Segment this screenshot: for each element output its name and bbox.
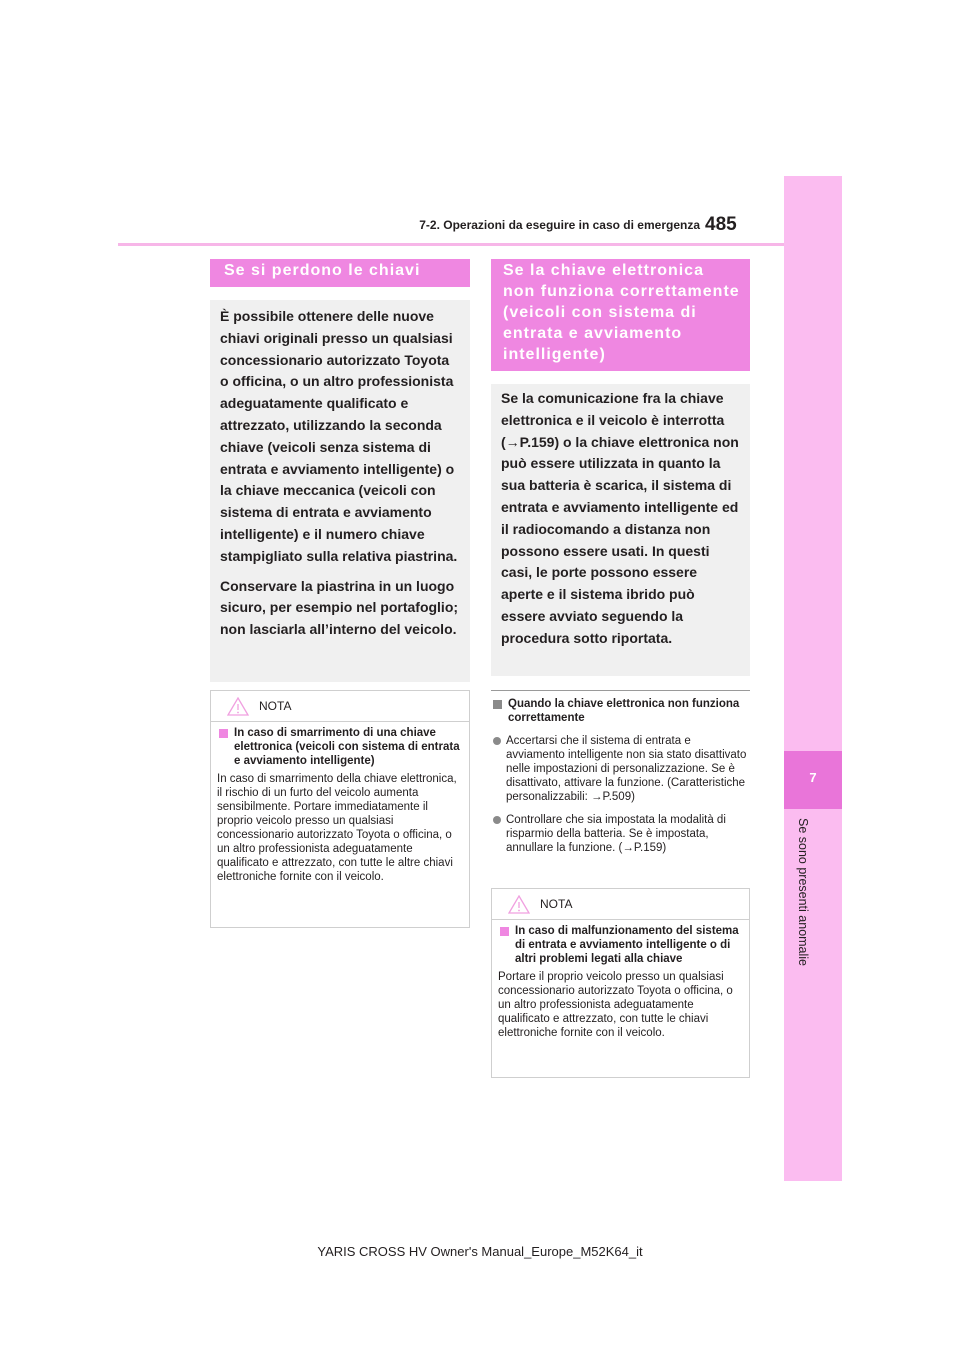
list-item <box>491 813 750 855</box>
nota-header <box>211 691 469 722</box>
section-rule <box>491 690 750 691</box>
left-nota-box <box>210 690 470 928</box>
square-bullet-icon <box>219 729 228 738</box>
nota-text: In caso di smarrimento della chiave elettronica, il rischio di un furto del veicolo aumenta sensibilmente. Portare immediatamente il proprio veicolo presso un qualsiasi concessionario autorizzato Toyota o officina, o un altro professionista adeguatamente qualificato e attrezzato, con tutte le altre chiavi elettroniche fornite con il veicolo. <box>217 773 457 883</box>
nota-label: NOTA <box>540 897 573 911</box>
nota-title-text: In caso di smarrimento di una chiave elettronica (veicoli con sistema di entrata e avviamento intelligente) <box>234 727 460 767</box>
nota-title <box>217 726 463 768</box>
chapter-title <box>786 818 812 1048</box>
nota-text: Portare il proprio veicolo presso un qualsiasi concessionario autorizzato Toyota o officina, o un altro professionista adeguatamente qualificato e attrezzato, con tutte le chiavi elettroniche fornite con il veicolo. <box>498 971 733 1039</box>
warning-triangle-icon <box>227 697 249 716</box>
left-paragraph-2: Conservare la piastrina in un luogo sicuro, per esempio nel portafoglio; non lasciarla all’interno del veicolo. <box>220 577 459 638</box>
round-bullet-icon <box>493 737 501 745</box>
right-info-box <box>491 384 750 676</box>
right-paragraph: Se la comunicazione fra la chiave elettronica e il veicolo è interrotta (→P.159) o la chiave elettronica non può essere utilizzata in quanto la sua batteria è scarica, il sistema di entrata e avviamento intelligente ed il radiocomando a distanza non possono essere usati. In questi casi, le porte possono essere aperte e il sistema ibrido può essere avviato seguendo la procedura sotto riportata. <box>501 390 739 646</box>
chapter-number: 7 <box>809 770 817 785</box>
warning-triangle-icon <box>508 895 530 914</box>
list-item-text: Accertarsi che il sistema di entrata e avviamento intelligente non sia stato disattivato nelle impostazioni di personalizzazione. Se è disattivato, attivare la funzione. (Caratteristiche personalizzabili: →P.509) <box>506 735 747 803</box>
chapter-title-text: Se sono presenti anomalie <box>796 818 810 967</box>
nota-title-text: In caso di malfunzionamento del sistema di entrata e avviamento intelligente o di altri problemi legati alla chiave <box>515 925 739 965</box>
procedure-section <box>491 690 750 855</box>
nota-label: NOTA <box>259 699 292 713</box>
list-item <box>491 734 750 804</box>
left-paragraph-1: È possibile ottenere delle nuove chiavi originali presso un qualsiasi concessionario autorizzato Toyota o officina, o un altro professionista adeguatamente qualificato e attrezzato, utilizzando la seconda chiave (veicoli senza sistema di entrata e avviamento intelligente) o la chiave meccanica (veicoli con sistema di entrata e avviamento intelligente) e il numero chiave stampigliato sulla relativa piastrina. <box>220 308 458 564</box>
nota-title <box>498 924 743 966</box>
list-item-text: Controllare che sia impostata la modalità di risparmio della batteria. Se è impostata, annullare la funzione. (→P.159) <box>506 814 726 854</box>
right-heading: Se la chiave elettronica non funziona correttamente (veicoli con sistema di entrata e avviamento intelligente) <box>491 259 750 371</box>
section-title: 7-2. Operazioni da eseguire in caso di emergenza <box>419 218 700 232</box>
nota-header <box>492 889 749 920</box>
page-number: 485 <box>705 214 737 235</box>
square-bullet-icon <box>500 927 509 936</box>
square-bullet-icon <box>493 700 502 709</box>
procedure-heading <box>491 697 750 725</box>
round-bullet-icon <box>493 816 501 824</box>
header-rule <box>118 243 785 246</box>
left-info-box <box>210 300 470 682</box>
left-heading: Se si perdono le chiavi <box>210 259 470 287</box>
procedure-heading-text: Quando la chiave elettronica non funziona correttamente <box>508 698 740 724</box>
right-nota-box <box>491 888 750 1078</box>
document-footer: YARIS CROSS HV Owner's Manual_Europe_M52K64_it <box>317 1244 643 1259</box>
